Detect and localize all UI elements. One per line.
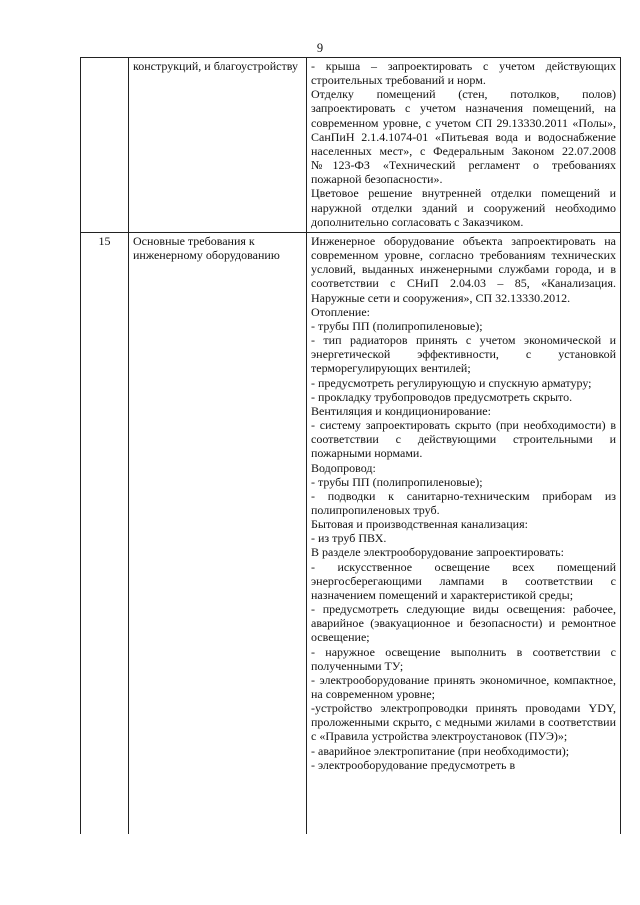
content-paragraph: - электрооборудование предусмотреть в [311,757,516,772]
table-row [81,58,621,233]
content-paragraph: Водопровод: [311,460,376,475]
row-title-cell: Основные требования к инженерному оборудованию [129,233,307,835]
row-number-cell: 15 [81,233,129,835]
content-paragraph: - крыша – запроектировать с учетом действующих строительных требований и норм. [311,59,616,88]
content-paragraph: - искусственное освещение всех помещений энергосберегающими лампами в соответствии с назначением помещений и характеристикой среды; [311,559,616,602]
content-paragraph: - трубы ПП (полипропиленовые); [311,318,483,333]
content-paragraph: - аварийное электропитание (при необходимости); [311,743,570,758]
row-title-cell: конструкций, и благоустройству [129,58,307,233]
content-paragraph: Бытовая и производственная канализация: [311,517,528,532]
content-paragraph: - систему запроектировать скрыто (при необходимости) в соответствии с действующими строительными и пожарными нормами. [311,418,616,461]
row-number-cell [81,58,129,233]
content-paragraph: - прокладку трубопроводов предусмотреть скрыто. [311,389,573,404]
row-content-cell [307,58,621,233]
content-paragraph: - предусмотреть регулирующую и спускную арматуру; [311,375,592,390]
content-paragraph: - электрооборудование принять экономичное, компактное, на современном уровне; [311,672,616,701]
content-paragraph: - наружное освещение выполнить в соответствии с полученными ТУ; [311,644,616,673]
content-paragraph: Инженерное оборудование объекта запроектировать на современном уровне, согласно требованиям технических условий, выданных инженерными службами города, и в соответствии с СНиП 2.04.03 – 85, «Канализация. Наружные сети и сооружения», СП 32.13330.2012. [311,234,616,305]
table-row [81,233,621,835]
content-paragraph: Отделку помещений (стен, потолков, полов) запроектировать с учетом назначения помещений, на современном уровне, с учетом СП 29.13330.2011 «Полы», СанПиН 2.1.4.1074-01 «Питьевая вода и водоснабжение населенных мест», с Федеральным Законом 22.07.2008 №123-ФЗ «Технический регламент о требованиях пожарной безопасности». [311,87,616,187]
content-paragraph: - трубы ПП (полипропиленовые); [311,474,483,489]
content-paragraph: Отопление: [311,304,370,319]
content-paragraph: - предусмотреть следующие виды освещения: рабочее, аварийное (эвакуационное и безопасности) и ремонтное освещение; [311,602,616,645]
content-paragraph: Вентиляция и кондиционирование: [311,403,491,418]
content-paragraph: - из труб ПВХ. [311,531,387,546]
content-paragraph: -устройство электропроводки принять проводами YDY, проложенными скрыто, с медными жилами в соответствии с «Правила устройства электроустановок (ПУЭ)»; [311,701,616,744]
row-content-cell [307,233,621,835]
content-paragraph: Цветовое решение внутренней отделки помещений и наружной отделки зданий и сооружений необходимо дополнительно согласовать с Заказчиком. [311,186,616,229]
content-paragraph: В разделе электрооборудование запроектировать: [311,545,564,560]
page-number: 9 [316,41,324,55]
content-paragraph: - подводки к санитарно-техническим приборам из полипропиленовых труб. [311,488,616,517]
content-paragraph: - тип радиаторов принять с учетом экономической и энергетической эффективности, с установкой терморегулирующих вентилей; [311,333,616,376]
requirements-table [80,57,621,834]
